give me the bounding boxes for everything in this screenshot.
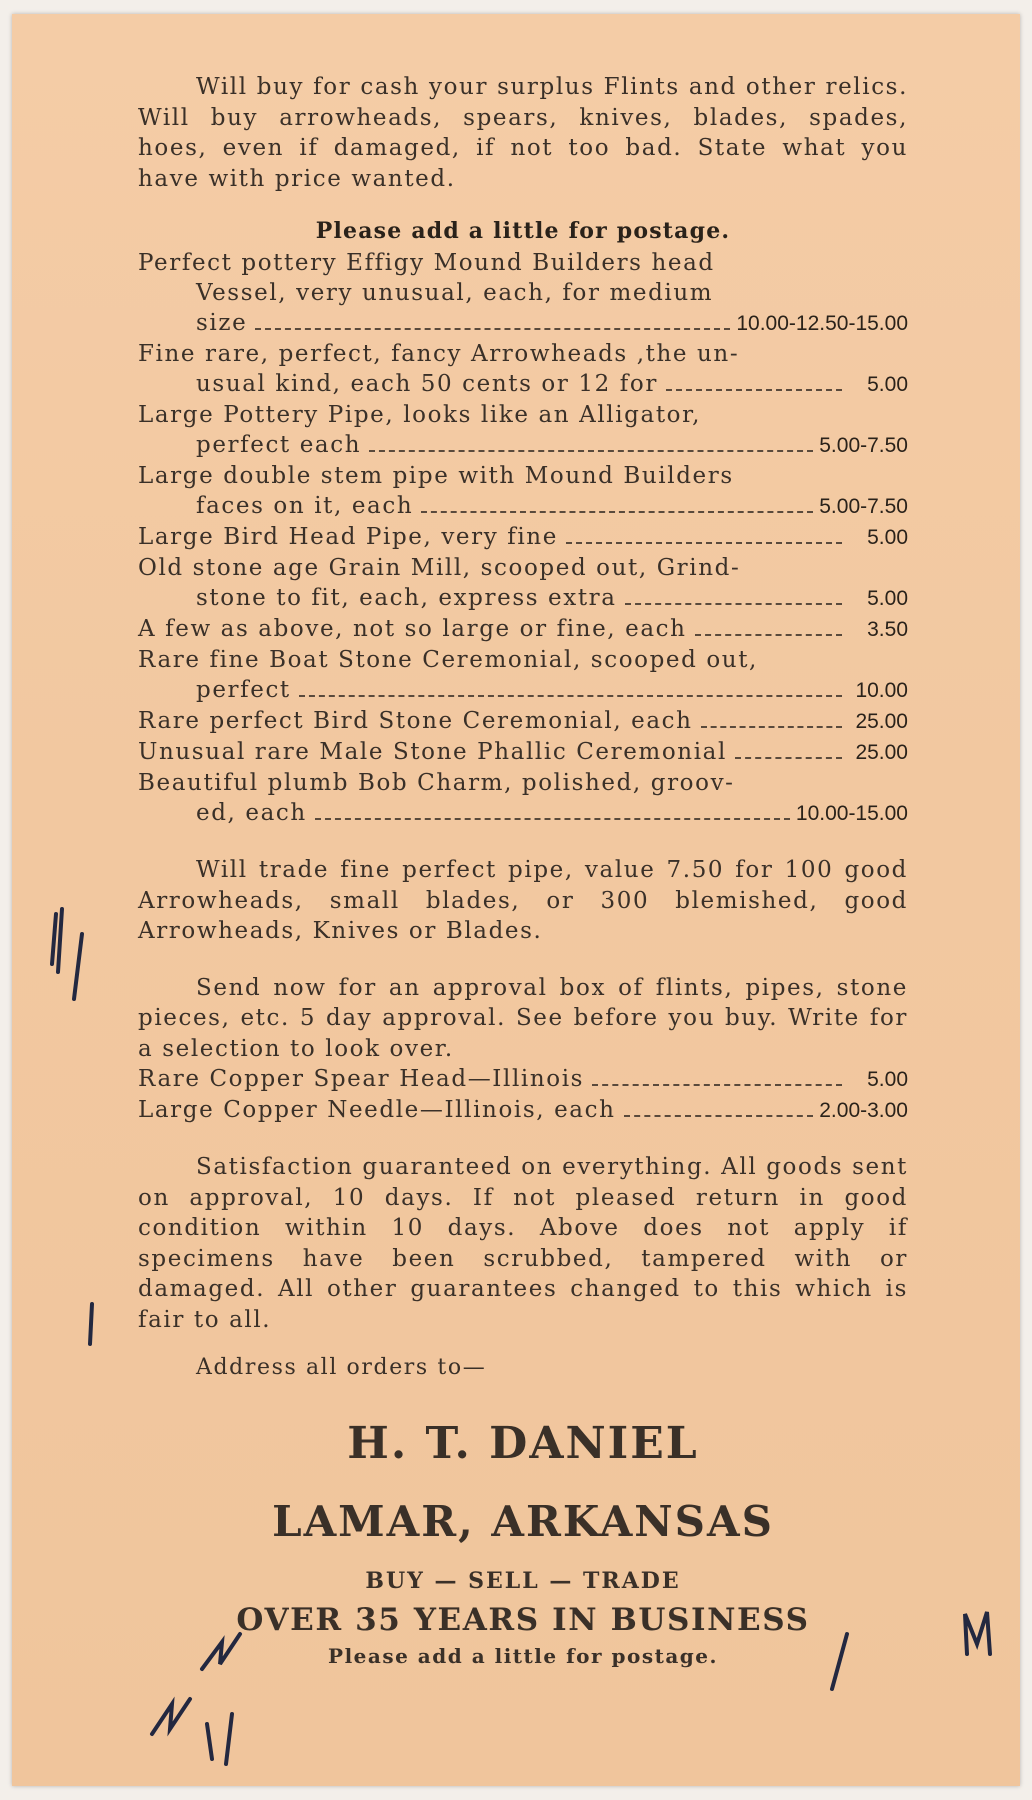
leader-dashes: [255, 328, 730, 330]
footer: [138, 1418, 908, 1668]
item-price: 25.00: [855, 710, 908, 733]
item-price: 5.00: [867, 1068, 908, 1091]
item-line: [138, 461, 908, 491]
item-description: Rare fine Boat Stone Ceremonial, scooped out,: [138, 647, 758, 673]
item-line: [138, 400, 908, 430]
price-list-item: [138, 768, 908, 829]
item-line: [138, 645, 908, 675]
item-description: A few as above, not so large or fine, each: [138, 616, 687, 642]
copper-item: [138, 1095, 908, 1126]
pencil-mark-bottom-2: [152, 1699, 232, 1764]
postage-heading: Please add a little for postage.: [315, 218, 731, 244]
price-list-item: [138, 248, 908, 339]
item-description: Large Copper Needle—Illinois, each: [138, 1097, 616, 1123]
leader-dashes: [701, 726, 842, 728]
intro-paragraph: [138, 72, 908, 194]
catalog-content: [138, 72, 908, 1668]
dealer-name: H. T. DANIEL: [347, 1418, 699, 1469]
item-description: Large Bird Head Pipe, very fine: [138, 524, 558, 550]
item-description: size: [196, 310, 248, 336]
copper-item: [138, 1064, 908, 1095]
price-list-item: [138, 737, 908, 768]
item-description: faces on it, each: [196, 493, 414, 519]
leader-dashes: [592, 1084, 842, 1086]
item-line: [138, 491, 908, 522]
pencil-mark-left-1: [52, 909, 82, 999]
price-list: [138, 248, 908, 829]
item-description: Large Pottery Pipe, looks like an Alligator,: [138, 402, 702, 428]
item-description: Old stone age Grain Mill, scooped out, Grind-: [138, 555, 741, 581]
price-list-item: [138, 706, 908, 737]
item-line: [138, 737, 908, 768]
trade-text: Will trade fine perfect pipe, value 7.50 for 100 good Arrowheads, small blades, or 300 blemished, good Arrowheads, Knives or Blades.: [138, 857, 908, 944]
item-line: [138, 339, 908, 369]
leader-dashes: [299, 695, 842, 697]
approval-paragraph: [138, 973, 908, 1065]
item-price: 5.00: [867, 526, 908, 549]
trade-paragraph: [138, 855, 908, 947]
price-list-item: [138, 614, 908, 645]
item-description: Vessel, very unusual, each, for medium: [196, 280, 714, 306]
leader-dashes: [315, 818, 790, 820]
tagline: BUY — SELL — TRADE: [365, 1568, 681, 1594]
item-description: stone to fit, each, express extra: [196, 585, 617, 611]
item-description: Fine rare, perfect, fancy Arrowheads ,the un-: [138, 341, 740, 367]
price-list-item: [138, 522, 908, 553]
footer-postage-note: Please add a little for postage.: [328, 1644, 718, 1668]
item-line: [138, 553, 908, 583]
item-line: [138, 248, 908, 278]
item-line: [138, 768, 908, 798]
intro-text: Will buy for cash your surplus Flints and other relics. Will buy arrowheads, spears, knives, blades, spades, hoes, even if damaged, if not too bad. State what you have with price wanted.: [138, 74, 908, 192]
leader-dashes: [735, 757, 842, 759]
item-line: [138, 614, 908, 645]
item-price: 25.00: [855, 741, 908, 764]
item-price: 5.00-7.50: [819, 495, 908, 518]
item-description: usual kind, each 50 cents or 12 for: [196, 371, 658, 397]
leader-dashes: [566, 542, 842, 544]
item-description: Unusual rare Male Stone Phallic Ceremonial: [138, 739, 727, 765]
leader-dashes: [624, 1115, 814, 1117]
price-list-item: [138, 461, 908, 522]
leader-dashes: [625, 603, 842, 605]
item-line: [138, 706, 908, 737]
item-line: [138, 522, 908, 553]
leader-dashes: [666, 389, 842, 391]
item-line: [138, 583, 908, 614]
item-line: [138, 675, 908, 706]
pencil-mark-left-2: [90, 1304, 92, 1344]
years-in-business: OVER 35 YEARS IN BUSINESS: [236, 1602, 810, 1638]
leader-dashes: [421, 511, 813, 513]
item-price: 5.00: [867, 587, 908, 610]
item-price: 5.00-7.50: [819, 434, 908, 457]
item-price: 10.00-12.50-15.00: [736, 312, 908, 335]
price-list-item: [138, 645, 908, 706]
catalog-sheet: [12, 14, 1020, 1786]
item-price: 2.00-3.00: [819, 1099, 908, 1122]
approval-text: Send now for an approval box of flints, pipes, stone pieces, etc. 5 day approval. See before you buy. Write for a selection to look over.: [138, 974, 908, 1062]
item-line: [138, 369, 908, 400]
price-list-item: [138, 339, 908, 400]
dealer-city: LAMAR, ARKANSAS: [272, 1497, 774, 1546]
item-price: 3.50: [867, 618, 908, 641]
item-line: [138, 308, 908, 339]
item-description: Beautiful plumb Bob Charm, polished, groov-: [138, 770, 735, 796]
copper-list: [138, 1064, 908, 1126]
item-line: [138, 798, 908, 829]
item-description: Rare perfect Bird Stone Ceremonial, each: [138, 708, 693, 734]
price-list-item: [138, 553, 908, 614]
item-description: ed, each: [196, 800, 307, 826]
item-description: Rare Copper Spear Head—Illinois: [138, 1066, 585, 1092]
leader-dashes: [695, 634, 842, 636]
item-price: 10.00-15.00: [795, 802, 908, 825]
item-price: 5.00: [867, 373, 908, 396]
item-description: Large double stem pipe with Mound Builders: [138, 463, 734, 489]
item-price: 10.00: [855, 679, 908, 702]
item-description: perfect each: [196, 432, 362, 458]
pencil-mark-bottom-4: [965, 1612, 990, 1654]
price-list-item: [138, 400, 908, 461]
item-description: Perfect pottery Effigy Mound Builders head: [138, 250, 715, 276]
item-line: [138, 430, 908, 461]
address-line: Address all orders to—: [196, 1355, 487, 1380]
item-description: perfect: [196, 677, 291, 703]
guarantee-text: Satisfaction guaranteed on everything. All goods sent on approval, 10 days. If not pleased return in good condition within 10 days. Above does not apply if specimens have been scrubbed, tampered with or damaged. All other guarantees changed to this which is fair to all.: [138, 1154, 908, 1333]
leader-dashes: [369, 450, 813, 452]
item-line: [138, 278, 908, 308]
guarantee-paragraph: [138, 1152, 908, 1335]
